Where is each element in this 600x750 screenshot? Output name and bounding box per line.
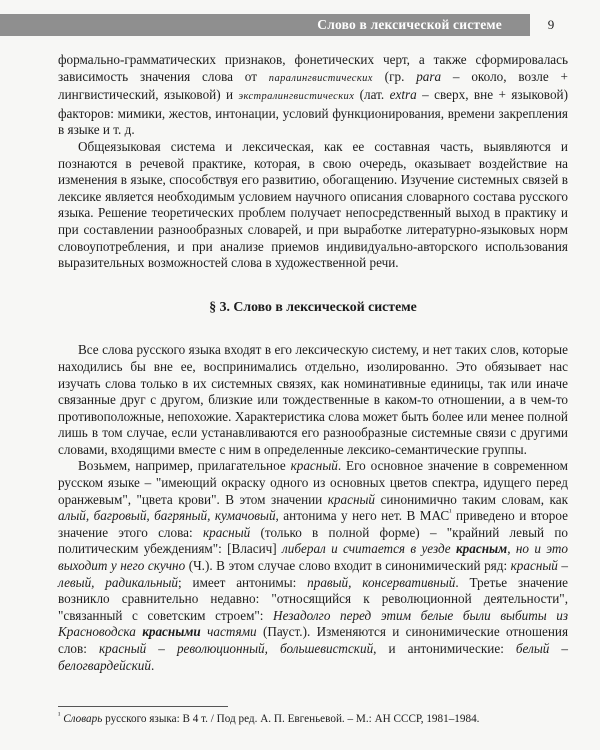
running-header-title: Слово в лексической системе xyxy=(317,17,502,32)
footnote-divider xyxy=(58,706,228,707)
footnote: $^{^1}$ Словарь русского языка: В 4 т. / Под ред. А. П. Евгеньевой. – М.: АН СССР, 1981–1984. xyxy=(58,710,480,725)
paragraph: Общеязыковая система и лексическая, как ее составная часть, выявляются и познаются в речевой практике, которая, в свою очередь, оказывает воздействие на изменения в языке, способствуя его развитию, обогащению. Изучение системных связей в лексике является необходимым условием научного описания словарного состава русского языка. Решение теоретических проблем получает непосредственный выход в практику и при составлении разнообразных словарей, и при выработке литературно-языковых норм словоупотребления, и при анализе приемов индивидуально-авторского использования выразительных возможностей слова в художественной речи. xyxy=(58,138,568,271)
paragraph: формально-грамматических признаков, фонетических черт, а также сформировалась зависимость значения слова от паралингвистических (гр. para – около, возле + лингвистический, языковой) и экстралингвистических (лат. extra – сверх, вне + языковой) факторов: мимики, жестов, интонации, условий функционирования, времени закрепления в языке и т. д. xyxy=(58,52,568,138)
section-heading: § 3. Слово в лексической системе xyxy=(209,298,417,314)
page-number: 9 xyxy=(547,17,555,32)
paragraph: Возьмем, например, прилагательное красный. Его основное значение в современном русском языке – "имеющий окраску одного из основных цветов спектра, идущего перед оранжевым", "цвета крови". В этом значении красный синонимично таким словам, как алый, багровый, багряный, кумачовый, антонима у него нет. В $МАС^{^1}$ приведено и второе значение этого слова: красный (только в полной форме) – "крайний левый по политическим убеждениям": [Власич] либерал и считается в уезде красным, но и это выходит у него скучно (Ч.). В этом случае слово входит в синонимический ряд: красный – левый, радикальный; имеет антонимы: правый, консервативный. Третье значение возникло сравнительно недавно: "относящийся к революционной деятельности", "связанный с советским строем": Незадолго перед этим белые были выбиты из Красноводска красными частями (Пауст.). Изменяются и синонимические отношения слов: красный – революционный, большевистский, и антонимические: белый – белогвардейский. xyxy=(58,458,569,673)
page-body xyxy=(58,52,568,674)
paragraph: Все слова русского языка входят в его лексическую систему, и нет таких слов, которые находились бы вне ее, воспринимались отдельно, изолированно. Это обязывает нас изучать слова только в их системных связях, как номинативные единицы, так или иначе связанные друг с другом, близкие или тождественные в каком-то отношении, а в чем-то противоположные, непохожие. Характеристика слова может быть более или менее полной лишь в том случае, если устанавливаются его разнообразные системные связи с другими словами, входящими вместе с ним в определенные лексико-семантические группы. xyxy=(58,342,568,457)
